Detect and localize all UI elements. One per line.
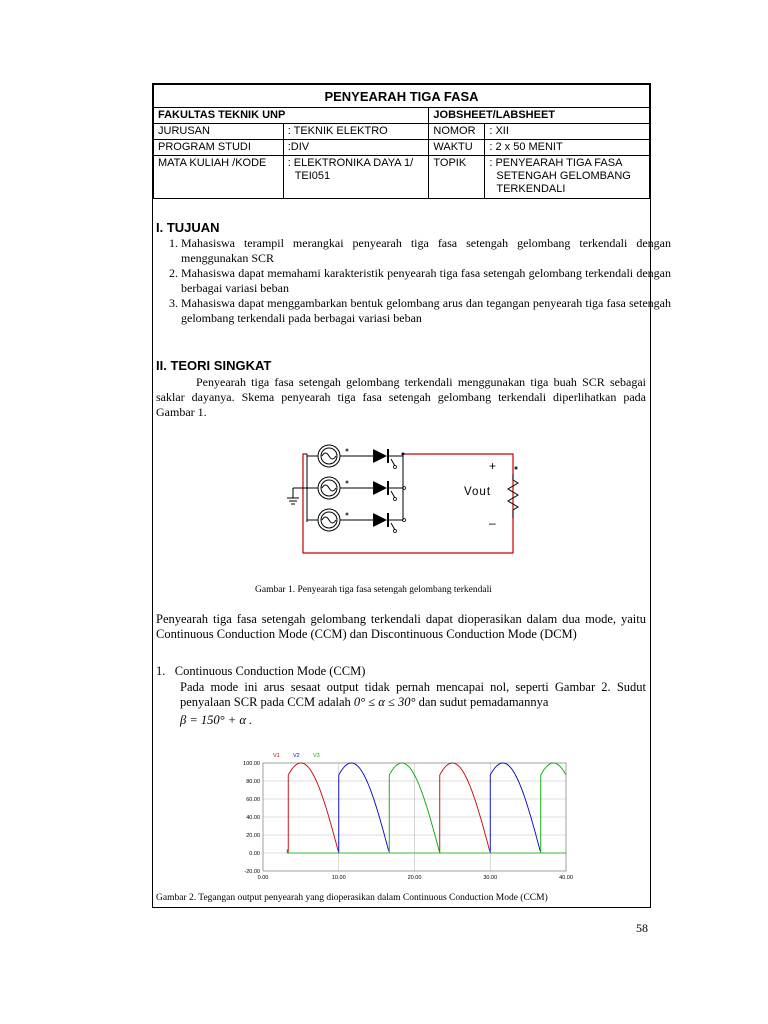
ccm-description-text-2: dan sudut pemadamannya [415,695,549,709]
x-tick-label: 10.00 [331,875,346,881]
tujuan-item-3: 3. Mahasiswa dapat menggambarkan bentuk gelombang arus dan tegangan penyearah tiga fasa setengah gelombang terkendali pada berbagai variasi beban [181,296,671,326]
nomor-label: NOMOR [429,124,485,140]
y-tick-label: 0.00 [249,851,260,857]
x-tick-label: 30.00 [483,875,498,881]
teori-paragraph-2: Penyearah tiga fasa setengah gelombang terkendali dapat dioperasikan dalam dua mode, yaitu Continuous Conduction Mode (CCM) dan Discontinuous Conduction Mode (DCM) [156,612,646,641]
jurusan-label: JURUSAN [154,124,284,140]
tujuan-item-1: 1. Mahasiswa terampil merangkai penyearah tiga fasa setengah gelombang terkendali dengan menggunakan SCR [181,236,671,266]
y-tick-label: 80.00 [246,779,260,785]
series-line-v3 [287,763,566,853]
y-tick-label: 100.00 [243,761,260,767]
doc-type-label: JOBSHEET/LABSHEET [429,108,650,124]
ccm-firing-angle-formula: 0° ≤ α ≤ 30° [353,695,416,709]
ccm-description [180,680,646,710]
vout-plus-label: + [489,459,497,473]
topik-line1: : PENYEARAH TIGA FASA [489,157,623,169]
legend-entry: V2 [293,753,300,759]
teori-paragraph-1: Penyearah tiga fasa setengah gelombang terkendali menggunakan tiga buah SCR sebagai saklar dayanya. Skema penyearah tiga fasa setengah gelombang terkendali diperlihatkan pada Gambar 1. [156,375,646,419]
legend-entry: V3 [313,753,320,759]
mata-kuliah-value [283,156,429,199]
topik-value [485,156,650,199]
ccm-list-item: 1. Continuous Conduction Mode (CCM) [156,664,366,678]
topik-line2: SETENGAH GELOMBANG [496,170,631,182]
header-table [153,84,650,199]
y-tick-label: 40.00 [246,815,260,821]
waktu-label: WAKTU [429,140,485,156]
vout-label: Vout [464,486,492,498]
chart-legend [273,753,320,759]
ccm-description-text: Pada mode ini arus sesaat output tidak pernah mencapai nol, seperti Gambar 2. Sudut penyalaan SCR pada CCM adalah [180,680,646,709]
topik-label: TOPIK [429,156,485,199]
nomor-value: : XII [485,124,650,140]
jurusan-value: : TEKNIK ELEKTRO [283,124,429,140]
y-tick-label: 60.00 [246,797,260,803]
figure-1-caption: Gambar 1. Penyearah tiga fasa setengah gelombang terkendali [255,585,492,595]
y-tick-label: -20.00 [244,869,260,875]
chart-series [287,763,566,853]
mata-kuliah-line1: : ELEKTRONIKA DAYA 1/ [287,157,414,169]
chart-grid [263,763,566,871]
ccm-extinction-formula: β = 150° + α . [180,713,253,727]
x-tick-label: 40.00 [559,875,573,881]
page-number: 58 [636,921,648,935]
section-tujuan-heading: I. TUJUAN [156,220,220,235]
prodi-label: PROGRAM STUDI [154,140,284,156]
y-tick-label: 20.00 [246,833,260,839]
topik-line3: TERKENDALI [496,183,566,195]
mata-kuliah-line2: TEI051 [294,170,331,182]
prodi-value: :DIV [283,140,429,156]
vout-minus-label: – [489,516,496,530]
chart-axis-labels [243,761,573,881]
waktu-value: : 2 x 50 MENIT [485,140,650,156]
section-teori-heading: II. TEORI SINGKAT [156,358,272,373]
faculty-label: FAKULTAS TEKNIK UNP [154,108,429,124]
figure-2-caption: Gambar 2. Tegangan output penyearah yang dioperasikan dalam Continuous Conduction Mode (CCM) [156,893,548,903]
mata-kuliah-label: MATA KULIAH /KODE [154,156,284,199]
document-title: PENYEARAH TIGA FASA [154,85,650,108]
figure-2-ccm-waveform-chart [223,746,583,881]
tujuan-list [156,236,671,326]
x-tick-label: 20.00 [407,875,422,881]
legend-entry: V1 [273,753,280,759]
x-tick-label: 0.00 [257,875,269,881]
tujuan-item-2: 2. Mahasiswa dapat memahami karakteristik penyearah tiga fasa setengah gelombang terkendali dengan berbagai variasi beban [181,266,671,296]
figure-1-circuit-diagram [263,436,543,571]
jobsheet-page [152,83,671,908]
